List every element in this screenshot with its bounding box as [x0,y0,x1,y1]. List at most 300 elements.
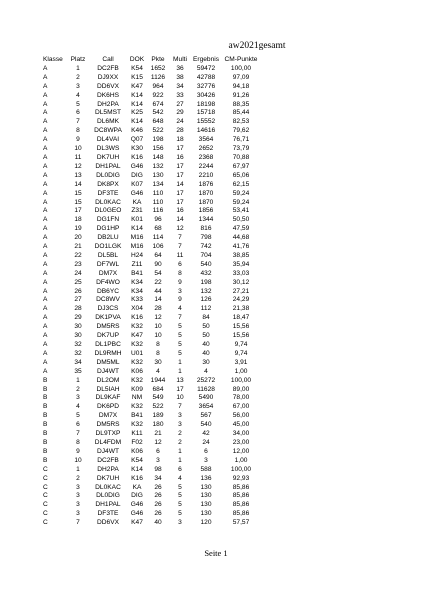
cell-dok: K01 [131,216,143,224]
table-row [41,305,261,314]
cell-dok: K54 [131,64,143,72]
cell-call: DM5RS [96,323,120,331]
cell-klasse: B [43,412,48,420]
cell-multi: 5 [178,349,182,357]
cell-call: DK7UH [96,474,120,482]
cell-call: DL2OM [96,376,120,384]
cell-call: DL4VAI [96,136,120,144]
cell-klasse: B [43,447,48,455]
cell-cm-punkte: 100,00 [230,465,252,473]
cell-punkte: 130 [152,171,164,179]
cell-platz: 29 [74,314,82,322]
cell-punkte: 549 [152,394,164,402]
table-row [41,145,261,154]
cell-call: DL1PBC [95,341,121,348]
cell-cm-punkte: 38,85 [232,251,250,259]
table-row [41,225,261,234]
cell-ergebnis: 540 [200,260,212,268]
cell-multi: 29 [176,109,184,117]
cell-platz: 24 [74,269,82,277]
cell-ergebnis: 24 [202,438,210,446]
cell-ergebnis: 15552 [196,118,216,126]
cell-cm-punkte: 85,44 [232,109,250,117]
cell-multi: 36 [176,64,184,72]
cell-punkte: 106 [152,243,164,251]
cell-multi: 2 [178,430,182,438]
cell-platz: 1 [76,64,80,72]
cell-platz: 7 [76,118,80,126]
cell-dok: Q07 [130,136,144,144]
cell-dok: G46 [130,189,144,197]
cell-ergebnis: 2244 [198,162,214,170]
cell-punkte: 134 [152,180,164,188]
cell-cm-punkte: 97,09 [232,73,250,81]
cell-dok: K46 [131,127,143,135]
cell-punkte: 148 [152,153,164,161]
cell-call: DH2PA [97,100,119,108]
cell-platz: 17 [74,207,82,215]
cell-ergebnis: 3564 [198,136,214,144]
cell-ergebnis: 130 [200,510,212,518]
table-row [41,359,261,368]
cell-multi: 1 [178,358,182,366]
cell-klasse: A [43,118,48,126]
cell-ergebnis: 42788 [196,73,216,81]
cell-platz: 1 [76,465,80,473]
cell-dok: K14 [131,118,143,126]
table-row [41,288,261,297]
table-row [41,279,261,288]
cell-platz: 23 [74,260,82,268]
cell-punkte: 22 [154,278,162,286]
cell-multi: 3 [178,421,182,429]
cell-call: DK6PD [97,403,119,411]
cell-cm-punkte: 57,57 [232,519,250,527]
cell-cm-punkte: 3,91 [234,358,248,366]
cell-ergebnis: 2210 [198,171,214,179]
cell-call: DM5RS [96,421,120,429]
cell-klasse: A [43,127,48,135]
cell-ergebnis: 112 [200,305,212,313]
cell-dok: K15 [131,73,143,81]
cell-platz: 34 [74,358,82,366]
table-body [41,65,261,528]
cell-cm-punkte: 85,86 [232,483,250,491]
cell-multi: 1 [178,447,182,455]
cell-dok: K33 [131,296,143,304]
cell-call: DF3TE [97,510,119,518]
cell-cm-punkte: 65,06 [232,171,250,179]
cell-platz: 5 [76,412,80,420]
cell-multi: 10 [176,394,184,402]
cell-call: DJ3CS [97,305,119,313]
cell-cm-punkte: 73,79 [232,145,250,153]
header-ergebnis: Ergebnis [192,56,220,63]
cell-call: DB6YC [97,287,119,295]
cell-multi: 5 [178,501,182,509]
table-row [41,368,261,377]
cell-call: DC8WPA [94,127,122,135]
table-row [41,101,261,110]
cell-cm-punkte: 82,53 [232,118,250,126]
cell-ergebnis: 32776 [196,82,216,90]
table-row [41,83,261,92]
cell-cm-punkte: 24,29 [232,296,250,304]
cell-multi: 6 [178,260,182,268]
cell-ergebnis: 50 [202,332,210,340]
cell-platz: 5 [76,100,80,108]
cell-platz: 22 [74,251,82,259]
cell-multi: 9 [178,278,182,286]
cell-platz: 3 [76,394,80,402]
cell-multi: 8 [178,269,182,277]
cell-cm-punkte: 100,00 [230,64,252,72]
cell-multi: 14 [176,216,184,224]
cell-multi: 6 [178,465,182,473]
cell-ergebnis: 40 [202,349,210,357]
cell-cm-punkte: 67,97 [232,162,250,170]
cell-cm-punkte: 18,47 [232,314,250,322]
cell-dok: K32 [131,323,143,331]
header-cm-punkte: CM-Punkte [224,56,258,63]
cell-punkte: 684 [152,385,164,393]
table-row [41,341,261,350]
cell-multi: 5 [178,341,182,348]
cell-cm-punkte: 91,26 [232,91,250,99]
cell-call: DL0DIG [96,492,120,500]
cell-cm-punkte: 88,35 [232,100,250,108]
cell-punkte: 922 [152,91,164,99]
cell-klasse: C [43,519,48,527]
cell-klasse: A [43,100,48,108]
cell-punkte: 26 [154,483,162,491]
cell-multi: 24 [176,118,184,126]
cell-dok: F02 [131,438,143,446]
cell-klasse: B [43,421,48,429]
cell-ergebnis: 15718 [196,109,216,117]
cell-platz: 27 [74,296,82,304]
cell-punkte: 8 [156,341,160,348]
cell-platz: 6 [76,109,80,117]
cell-platz: 28 [74,305,82,313]
cell-dok: X04 [131,305,143,313]
cell-call: DL5BL [97,251,119,259]
cell-call: DL9RMH [94,349,122,357]
cell-call: DL0KAC [95,198,121,206]
cell-ergebnis: 50 [202,323,210,331]
cell-cm-punkte: 85,86 [232,510,250,518]
table-row [41,216,261,225]
cell-multi: 9 [178,296,182,304]
cell-ergebnis: 2368 [198,153,214,161]
cell-dok: G46 [130,162,144,170]
cell-ergebnis: 588 [200,465,212,473]
header-dok: DOK [129,56,145,63]
table-row [41,314,261,323]
cell-klasse: A [43,216,48,224]
cell-multi: 17 [176,189,184,197]
cell-platz: 32 [74,341,82,348]
cell-call: DK6HS [97,91,119,99]
cell-punkte: 180 [152,421,164,429]
cell-platz: 8 [76,127,80,135]
cell-multi: 1 [178,456,182,464]
cell-punkte: 522 [152,127,164,135]
cell-ergebnis: 1876 [198,180,214,188]
cell-dok: KA [132,483,142,491]
header-multi: Multi [173,56,187,63]
cell-punkte: 1126 [150,73,166,81]
cell-cm-punkte: 76,71 [232,136,250,144]
cell-klasse: A [43,287,48,295]
cell-ergebnis: 130 [200,501,212,509]
cell-multi: 7 [178,243,182,251]
cell-dok: M16 [130,243,144,251]
document-title: aw2021gesamt [228,41,286,51]
cell-multi: 38 [176,73,184,81]
cell-dok: Z31 [131,207,143,215]
table-row [41,394,261,403]
cell-call: DJ4WT [97,447,119,455]
cell-multi: 17 [176,171,184,179]
cell-ergebnis: 1870 [198,189,214,197]
table-row [41,377,261,386]
cell-klasse: C [43,465,48,473]
cell-cm-punkte: 45,00 [232,421,250,429]
table-row [41,109,261,118]
cell-ergebnis: 40 [202,341,210,348]
cell-multi: 33 [176,91,184,99]
cell-cm-punkte: 59,24 [232,198,250,206]
table-row [41,510,261,519]
cell-call: DF3TE [97,189,119,197]
cell-call: DG1FN [96,216,120,224]
header-call: Call [102,56,114,63]
header-klasse: Klasse [43,56,63,63]
cell-multi: 5 [178,492,182,500]
cell-platz: 3 [76,483,80,491]
cell-multi: 17 [176,162,184,170]
cell-klasse: A [43,171,48,179]
cell-dok: NM [131,394,143,402]
cell-multi: 12 [176,225,184,233]
cell-call: DB2LU [97,234,119,242]
cell-punkte: 6 [156,447,160,455]
cell-platz: 2 [76,474,80,482]
cell-punkte: 522 [152,403,164,411]
cell-platz: 2 [76,385,80,393]
cell-call: DC2FB [97,456,119,464]
cell-call: DL4FDM [94,438,122,446]
cell-multi: 1 [178,367,182,375]
cell-punkte: 12 [154,438,162,446]
cell-multi: 4 [178,305,182,313]
cell-punkte: 30 [154,358,162,366]
cell-platz: 8 [76,438,80,446]
cell-call: DF7WL [96,260,120,268]
table-row [41,92,261,101]
cell-klasse: A [43,91,48,99]
cell-punkte: 34 [154,474,162,482]
cell-dok: K32 [131,358,143,366]
cell-ergebnis: 2652 [198,145,214,153]
cell-cm-punkte: 53,41 [232,207,250,215]
cell-ergebnis: 42 [202,430,210,438]
cell-ergebnis: 1856 [198,207,214,215]
cell-klasse: A [43,234,48,242]
table-row [41,412,261,421]
cell-multi: 5 [178,483,182,491]
cell-klasse: A [43,109,48,117]
cell-cm-punkte: 89,00 [232,385,250,393]
cell-cm-punkte: 70,88 [232,153,250,161]
cell-klasse: A [43,64,48,72]
header-punkte: Pkte [151,56,165,63]
cell-dok: K32 [131,376,143,384]
table-row [41,492,261,501]
cell-multi: 5 [178,510,182,518]
cell-dok: K16 [131,314,143,322]
cell-klasse: A [43,251,48,259]
cell-cm-punkte: 12,00 [232,447,250,455]
cell-platz: 3 [76,501,80,509]
cell-call: DO1LGK [94,243,122,251]
cell-dok: K47 [131,332,143,340]
cell-dok: K32 [131,421,143,429]
cell-punkte: 674 [152,100,164,108]
cell-ergebnis: 798 [200,234,212,242]
cell-dok: K32 [131,341,143,348]
cell-klasse: B [43,438,48,446]
cell-ergebnis: 14616 [196,127,216,135]
table-row [41,332,261,341]
table-row [41,163,261,172]
cell-punkte: 116 [152,207,164,215]
cell-multi: 7 [178,403,182,411]
cell-call: DM7X [98,412,118,420]
cell-cm-punkte: 44,68 [232,234,250,242]
cell-cm-punkte: 1,00 [234,367,248,375]
cell-punkte: 132 [152,162,164,170]
cell-platz: 18 [74,216,82,224]
cell-dok: K34 [131,278,143,286]
cell-call: DK8PX [97,180,119,188]
cell-ergebnis: 816 [200,225,212,233]
cell-call: DK7UH [96,153,120,161]
cell-punkte: 964 [152,82,164,90]
cell-dok: K47 [131,82,143,90]
cell-call: DJ9XX [97,73,119,81]
table-row [41,243,261,252]
cell-multi: 16 [176,153,184,161]
cell-punkte: 110 [152,198,164,206]
cell-punkte: 198 [152,136,164,144]
cell-ergebnis: 130 [200,492,212,500]
cell-ergebnis: 30 [202,358,210,366]
table-row [41,199,261,208]
cell-punkte: 28 [154,305,162,313]
cell-platz: 10 [74,456,82,464]
cell-klasse: C [43,501,48,509]
cell-ergebnis: 126 [200,296,212,304]
table-row [41,457,261,466]
table-row [41,484,261,493]
table-row [41,296,261,305]
table-row [41,181,261,190]
cell-klasse: B [43,430,48,438]
cell-multi: 28 [176,127,184,135]
cell-platz: 13 [74,171,82,179]
cell-multi: 17 [176,385,184,393]
cell-platz: 7 [76,430,80,438]
cell-multi: 34 [176,82,184,90]
cell-call: DL5MST [94,109,121,117]
cell-klasse: A [43,207,48,215]
cell-klasse: B [43,403,48,411]
cell-multi: 3 [178,287,182,295]
cell-ergebnis: 132 [200,287,212,295]
cell-platz: 21 [74,243,82,251]
cell-cm-punkte: 1,00 [234,456,248,464]
cell-dok: K30 [131,145,143,153]
cell-dok: G46 [130,501,144,509]
cell-punkte: 10 [154,323,162,331]
cell-call: DL3WS [96,145,120,153]
cell-call: DH2PA [97,465,119,473]
cell-klasse: A [43,332,48,340]
cell-multi: 14 [176,180,184,188]
cell-punkte: 1944 [150,376,166,384]
cell-dok: K14 [131,100,143,108]
cell-call: DD6VX [97,519,119,527]
cell-klasse: C [43,492,48,500]
cell-cm-punkte: 9,74 [234,341,248,348]
table-row [41,386,261,395]
cell-platz: 3 [76,510,80,518]
cell-dok: B41 [131,269,143,277]
cell-cm-punkte: 50,50 [232,216,250,224]
cell-call: DF4WO [96,278,120,286]
cell-multi: 7 [178,234,182,242]
cell-call: DM7X [98,269,118,277]
cell-call: DL5IAH [96,385,120,393]
cell-call: DL0GEO [94,207,122,215]
cell-ergebnis: 84 [202,314,210,322]
cell-dok: Z11 [131,260,143,268]
table-row [41,519,261,528]
cell-ergebnis: 540 [200,421,212,429]
cell-call: DM5ML [96,358,120,366]
cell-multi: 5 [178,323,182,331]
table-row [41,466,261,475]
cell-call: DC2FB [97,64,119,72]
cell-cm-punkte: 34,00 [232,430,250,438]
cell-klasse: A [43,269,48,277]
cell-multi: 18 [176,136,184,144]
cell-klasse: A [43,296,48,304]
cell-cm-punkte: 67,00 [232,403,250,411]
cell-punkte: 8 [156,349,160,357]
cell-call: DL6MK [97,118,119,126]
cell-call: DK1PVA [95,314,121,322]
table-row [41,252,261,261]
table-row [41,154,261,163]
cell-multi: 5 [178,332,182,340]
cell-ergebnis: 30426 [196,91,216,99]
cell-dok: K16 [131,153,143,161]
cell-call: DH1PAL [95,501,121,509]
cell-platz: 15 [74,198,82,206]
